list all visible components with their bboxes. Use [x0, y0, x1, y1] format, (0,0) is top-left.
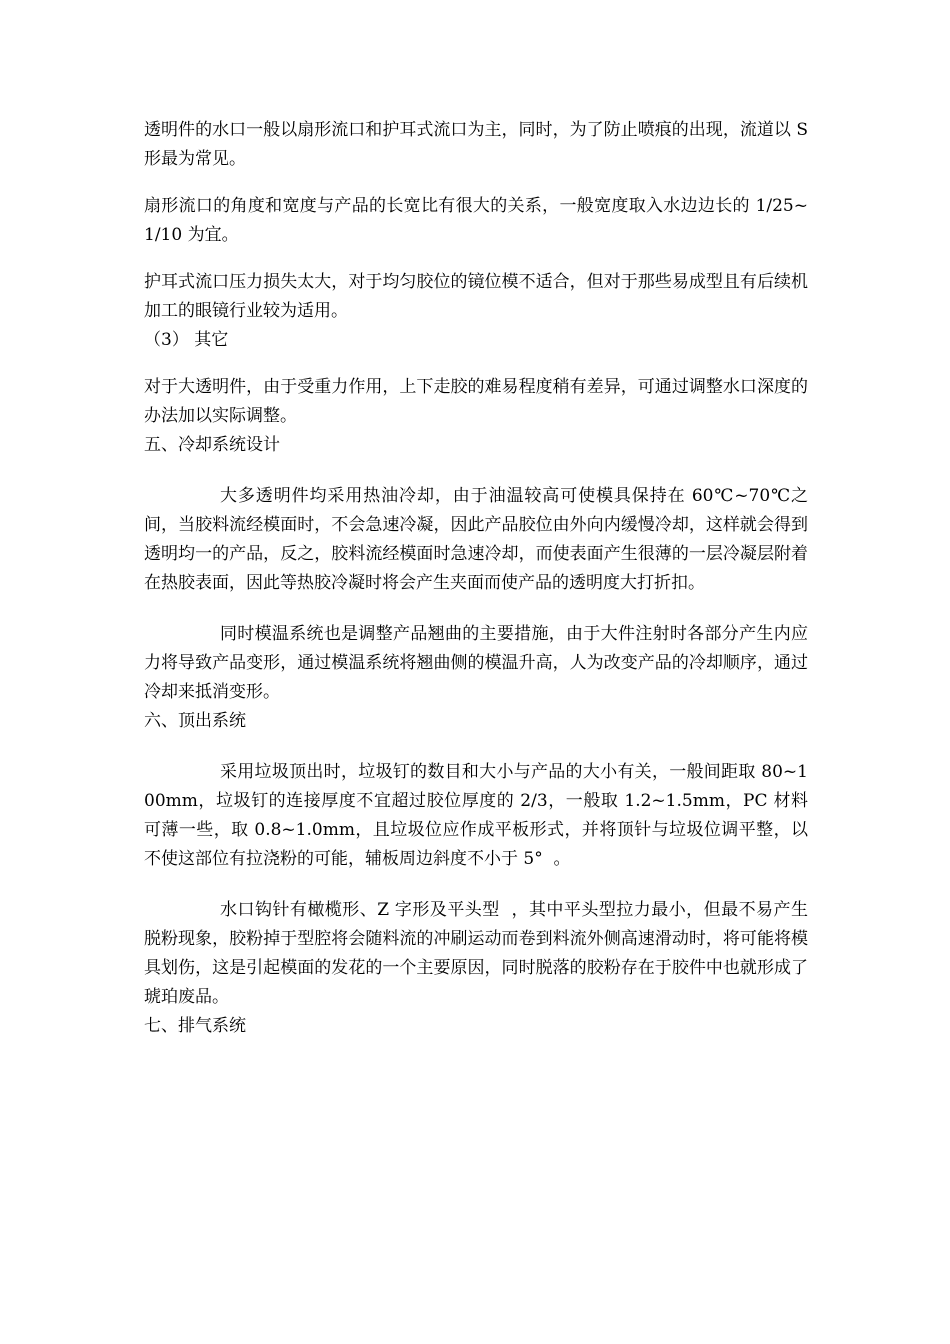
section-heading-ejection: 六、顶出系统	[144, 711, 246, 731]
paragraph-large-parts: 对于大透明件，由于受重力作用，上下走胶的难易程度稍有差异，可通过调整水口深度的办法加以实际调整。	[144, 377, 808, 426]
paragraph-gate-types: 透明件的水口一般以扇形流口和护耳式流口为主，同时，为了防止喷痕的出现，流道以 S 形最为常见。	[144, 120, 814, 169]
paragraph-sprue-puller: 水口钩针有橄榄形、Z 字形及平头型 ，其中平头型拉力最小，但最不易产生脱粉现象，胶粉掉于型腔将会随料流的冲刷运动而卷到料流外侧高速滑动时，将可能将模具划伤，这是引起模面的发花的一个主要原因，同时脱落的胶粉存在于胶件中也就形成了琥珀废品。	[144, 900, 808, 1007]
paragraph-fan-gate: 扇形流口的角度和宽度与产品的长宽比有很大的关系，一般宽度取入水边边长的 1/25~1/10 为宜。	[144, 196, 808, 245]
paragraph-tab-gate: 护耳式流口压力损失太大，对于均匀胶位的镜位模不适合，但对于那些易成型且有后续机加工的眼镜行业较为适用。	[144, 272, 808, 321]
paragraph-sprue-ejection: 采用垃圾顶出时，垃圾钉的数目和大小与产品的大小有关，一般间距取 80~100mm，垃圾钉的连接厚度不宜超过胶位厚度的 2/3，一般取 1.2~1.5mm，PC 材料可薄一些，取 0.8~1.0mm，且垃圾位应作成平板形式，并将顶针与垃圾位调平整，以不使这部位有拉浇粉的可能，辅板周边斜度不小于 5° 。	[144, 762, 808, 869]
section-heading-cooling: 五、冷却系统设计	[144, 435, 280, 455]
paragraph-oil-cooling: 大多透明件均采用热油冷却，由于油温较高可使模具保持在 60℃~70℃之间，当胶料流经模面时，不会急速冷凝，因此产品胶位由外向内缓慢冷却，这样就会得到透明均一的产品，反之，胶料流经模面时急速冷却，而使表面产生很薄的一层冷凝层附着在热胶表面，因此等热胶冷凝时将会产生夹面而使产品的透明度大打折扣。	[144, 486, 808, 593]
paragraph-mold-temp: 同时模温系统也是调整产品翘曲的主要措施，由于大件注射时各部分产生内应力将导致产品变形，通过模温系统将翘曲侧的模温升高，人为改变产品的冷却顺序，通过冷却来抵消变形。	[144, 624, 808, 702]
document-body	[144, 116, 814, 1041]
section-heading-venting: 七、排气系统	[144, 1016, 246, 1036]
subheading-other: （3） 其它	[144, 330, 229, 350]
